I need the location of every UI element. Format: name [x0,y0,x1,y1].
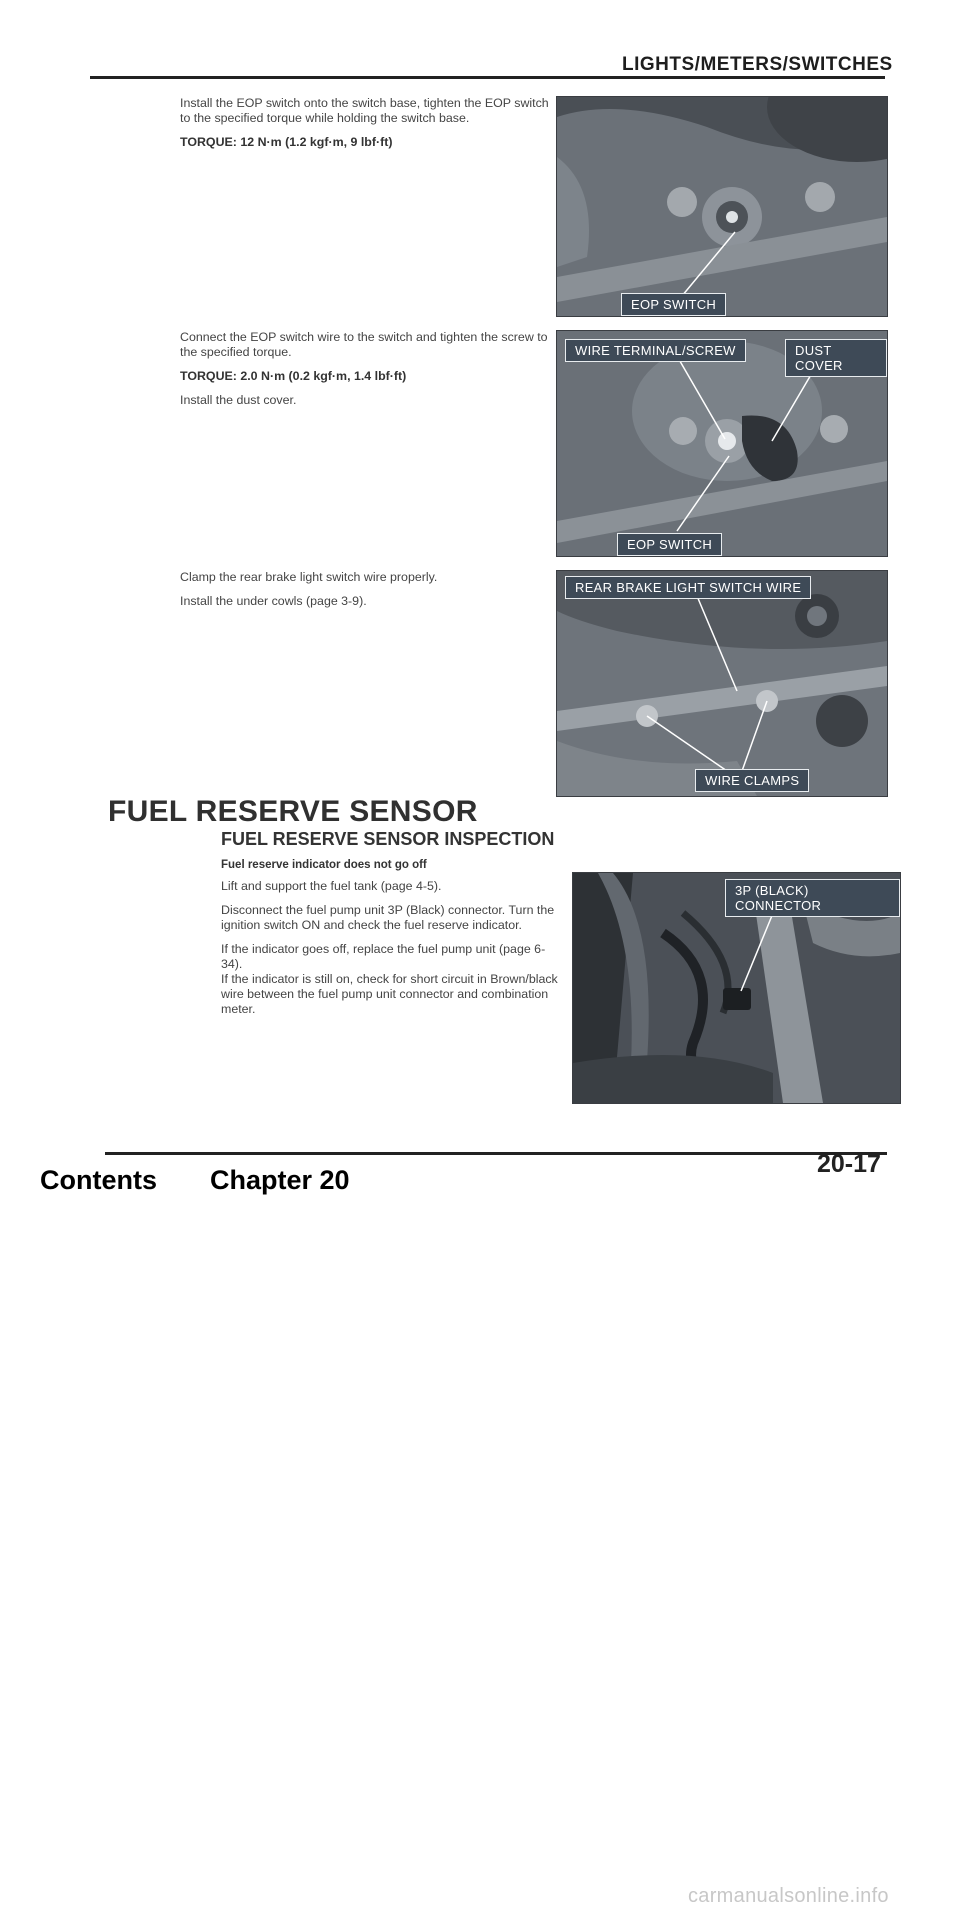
step-2-text [180,330,560,417]
eop-switch-label-2: EOP SWITCH [617,533,722,556]
dust-cover-label: DUST COVER [785,339,887,377]
step-2-instruction: Connect the EOP switch wire to the switch and tighten the screw to the specified torque. [180,330,548,359]
connector-photo [572,872,901,1104]
header-divider [90,76,885,79]
eop-switch-label: EOP SWITCH [621,293,726,316]
procedure-paragraph: If the indicator is still on, check for short circuit in Brown/black wire between the fuel pump unit connector and combination meter. [221,972,558,1016]
symptom-heading: Fuel reserve indicator does not go off [221,859,427,871]
procedure-paragraph: If the indicator goes off, replace the fuel pump unit (page 6-34). [221,942,546,971]
eop-switch-photo-art [557,97,887,316]
page-number: 20-17 [817,1150,881,1178]
step-2-torque: TORQUE: 2.0 N·m (0.2 kgf·m, 1.4 lbf·ft) [180,369,407,383]
procedure-paragraph: Lift and support the fuel tank (page 4-5). [221,879,442,893]
eop-switch-photo [556,96,888,317]
page-header-title: LIGHTS/METERS/SWITCHES [622,54,893,75]
chapter-link[interactable]: Chapter 20 [210,1165,350,1195]
wire-clamps-label: WIRE CLAMPS [695,769,809,792]
step-3-followup: Install the under cowls (page 3-9). [180,594,367,608]
wire-terminal-photo [556,330,888,557]
step-1-torque: TORQUE: 12 N·m (1.2 kgf·m, 9 lbf·ft) [180,135,393,149]
step-2-followup: Install the dust cover. [180,393,297,407]
rear-brake-wire-photo-art [557,571,887,796]
section-title: FUEL RESERVE SENSOR [108,795,478,828]
fuel-reserve-procedure [221,879,561,1026]
3p-black-connector-label: 3P (BLACK) CONNECTOR [725,879,900,917]
procedure-paragraph: Disconnect the fuel pump unit 3P (Black) connector. Turn the ignition switch ON and check the fuel reserve indicator. [221,903,555,932]
contents-link[interactable]: Contents [40,1165,157,1195]
footer-divider [105,1152,887,1155]
step-3-text [180,570,560,618]
step-1-instruction: Install the EOP switch onto the switch base, tighten the EOP switch to the specified torque while holding the switch base. [180,96,549,125]
step-1-text [180,96,560,159]
watermark-text: carmanualsonline.info [688,1885,889,1907]
rear-brake-wire-photo [556,570,888,797]
rear-brake-light-switch-wire-label: REAR BRAKE LIGHT SWITCH WIRE [565,576,811,599]
subsection-title: FUEL RESERVE SENSOR INSPECTION [221,829,555,849]
wire-terminal-screw-label: WIRE TERMINAL/SCREW [565,339,746,362]
step-3-instruction: Clamp the rear brake light switch wire properly. [180,570,438,584]
